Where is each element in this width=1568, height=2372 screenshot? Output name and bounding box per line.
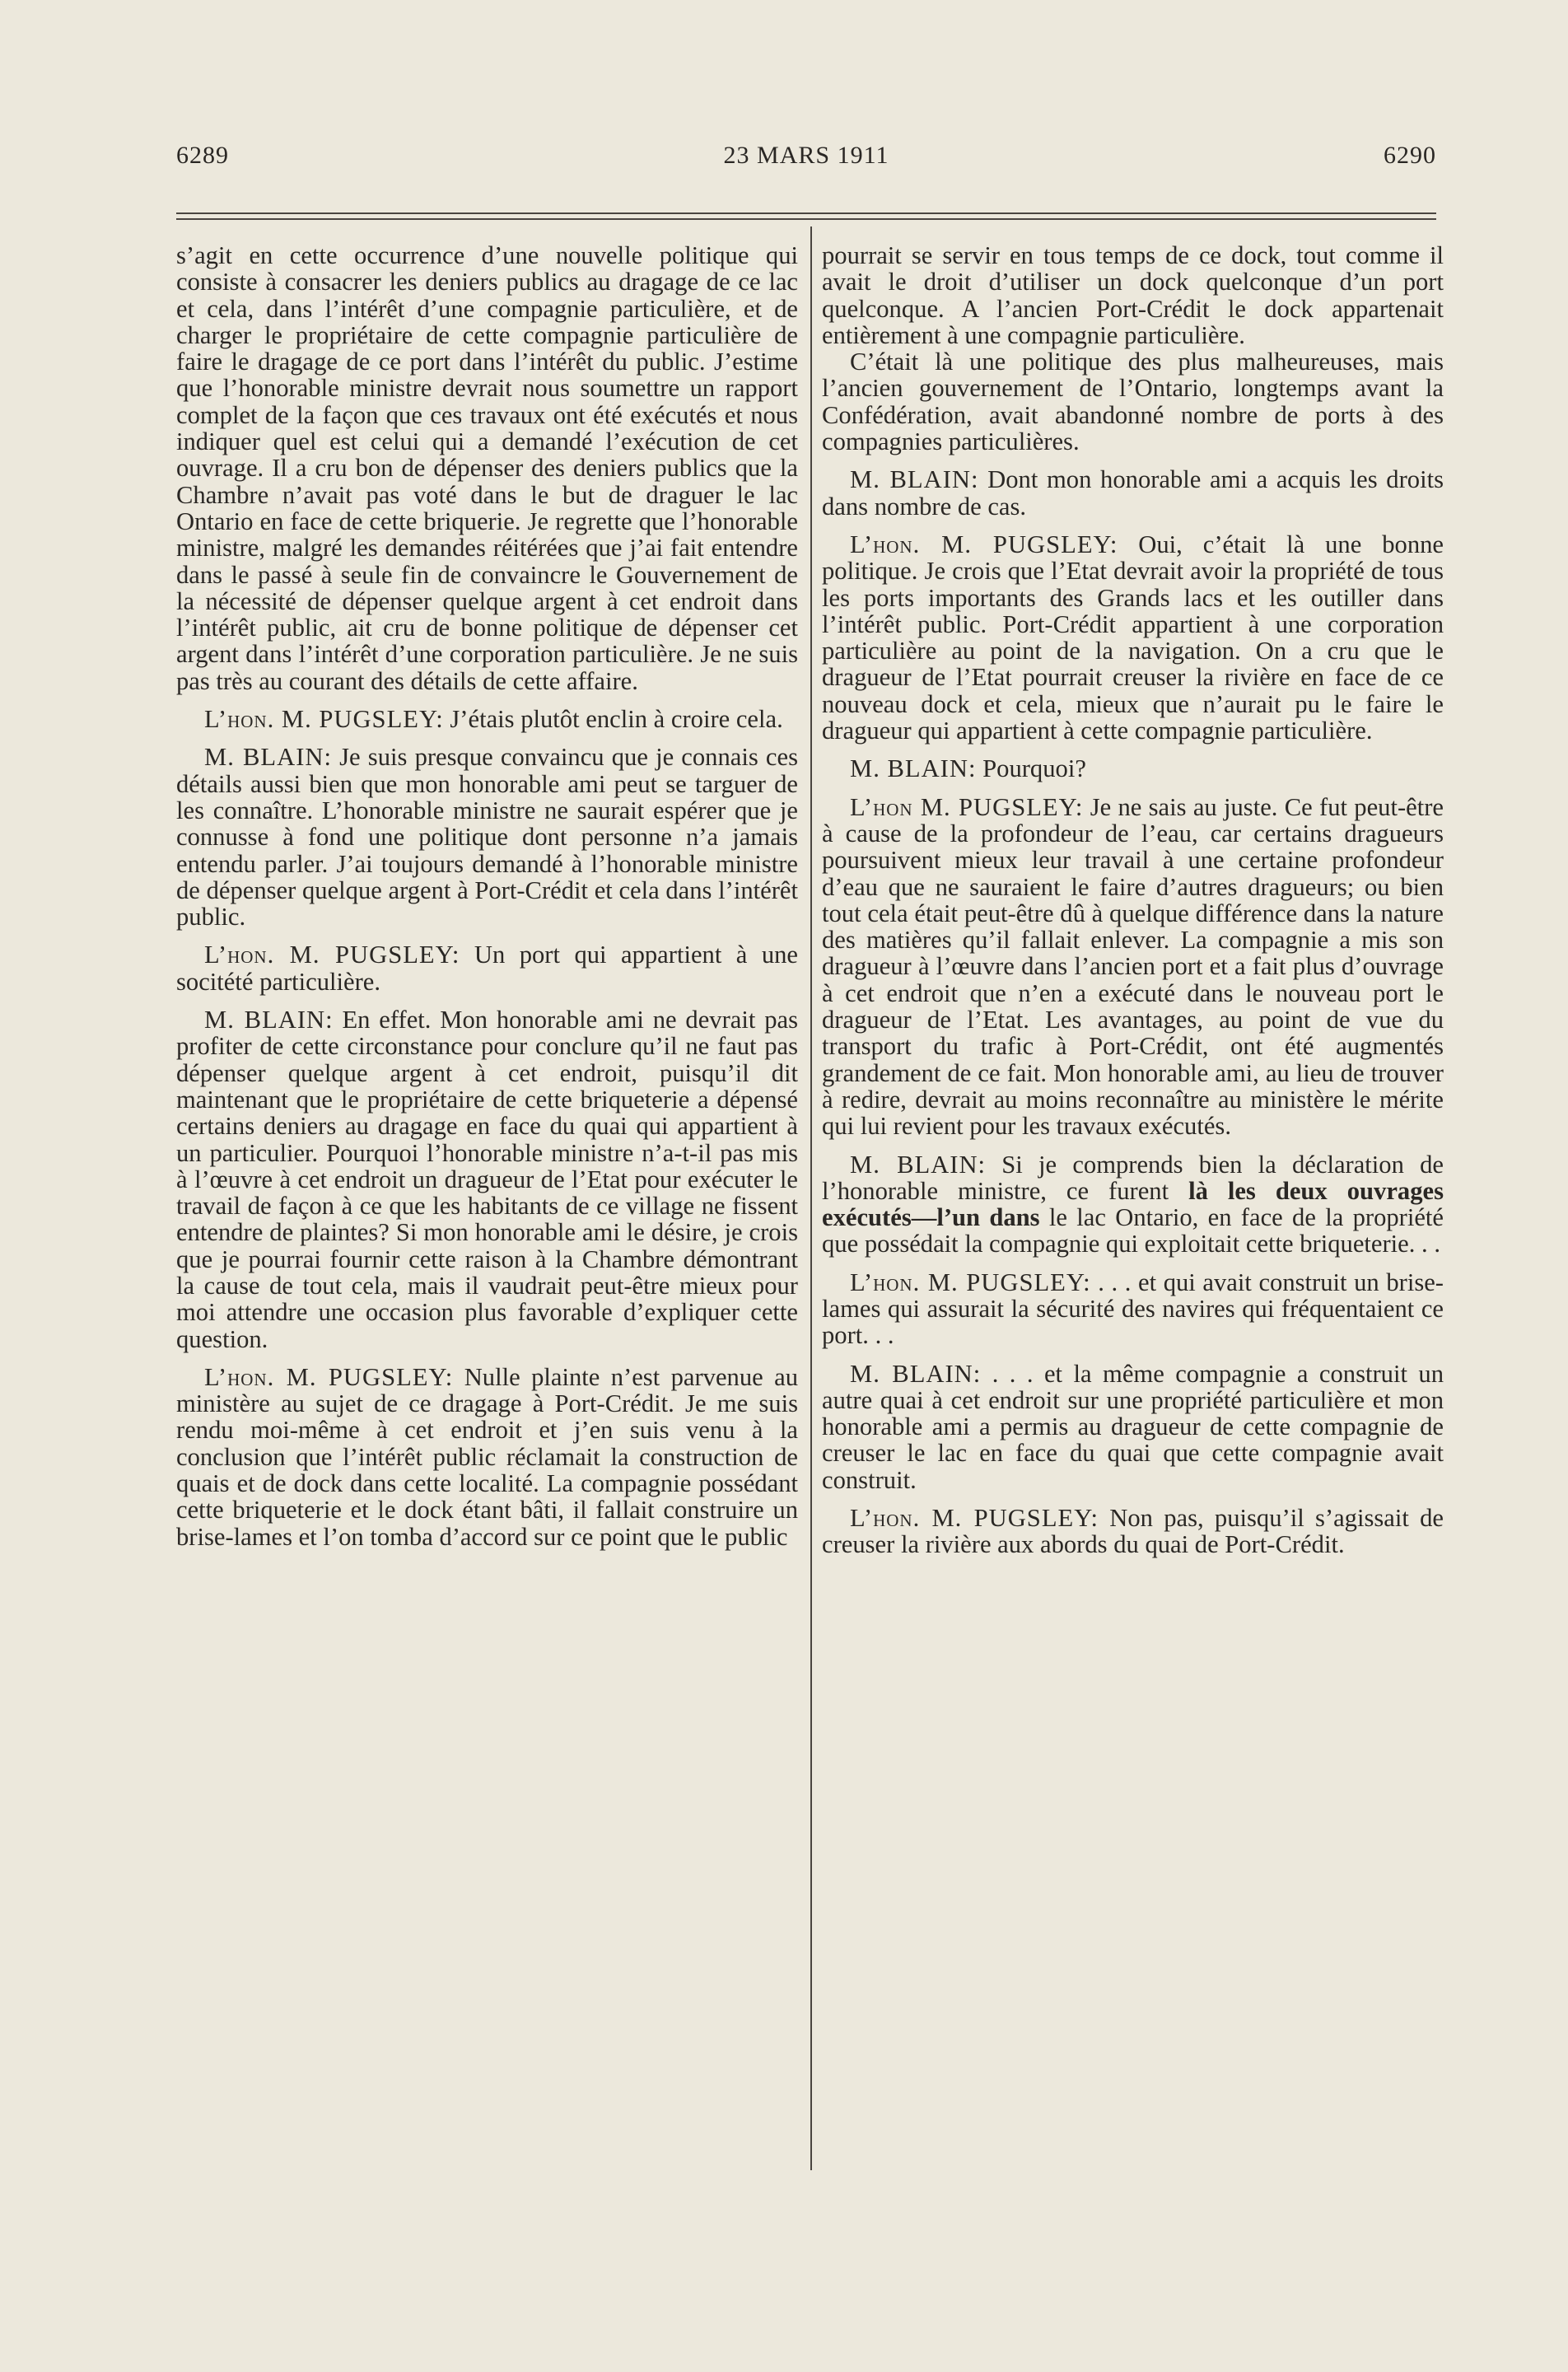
- speaker-name: M. BLAIN:: [850, 465, 979, 494]
- paragraph-text: Pourquoi?: [982, 754, 1086, 783]
- paragraph-text: . . . et la même compagnie a construit un autre quai à cet endroit sur une propriété particulière et mon honorable ami a permis au dragueur de cette compagnie de creuser le lac en face du quai que cette compagnie avait construit.: [822, 1359, 1444, 1494]
- paragraph: [822, 755, 1444, 782]
- paragraph-text: Non pas, puisqu’il s’agissait de creuser la rivière aux abords du quai de Port-Crédit.: [822, 1504, 1444, 1559]
- paragraph-text: Si je comprends bien la déclaration de l’honorable ministre, ce furent: [822, 1150, 1444, 1205]
- speaker-name: M. BLAIN:: [850, 754, 977, 783]
- speaker-name: L’hon. M. PUGSLEY:: [850, 1504, 1099, 1533]
- paragraph-text: pourrait se servir en tous temps de ce dock, tout comme il avait le droit d’utiliser un dock quelconque d’un port quelconque. A l’ancien Port-Crédit le dock appartenait entièrement à une compagnie particulière.: [822, 241, 1444, 349]
- header-rule: [176, 212, 1436, 214]
- paragraph: [822, 1505, 1444, 1558]
- paragraph: [176, 1006, 798, 1352]
- paragraph: [822, 1151, 1444, 1258]
- paragraph-text: s’agit en cette occurrence d’une nouvelle politique qui consiste à consacrer les deniers publics au dragage de ce lac et cela, dans l’intérêt d’une compagnie particulière, et de charger le propriétaire de cette compagnie particulière de faire le dragage de ce port dans l’intérêt du public. J’estime que l’honorable ministre devrait nous soumettre un rapport complet de la façon que ces travaux ont été exécutés et nous indiquer quel est celui qui a demandé l’exécution de cet ouvrage. Il a cru bon de dépenser des deniers publics que la Chambre n’avait pas voté dans le but de draguer le lac Ontario en face de cette briquerie. Je regrette que l’honorable ministre, malgré les demandes réitérées que j’ai fait entendre dans le passé à seule fin de convaincre le Gouvernement de la nécessité de dépenser quelque argent à cet endroit dans l’intérêt public, ait cru de bonne politique de dépenser cet argent dans l’intérêt d’une corporation particulière. Je ne suis pas très au courant des détails de cette affaire.: [176, 241, 798, 695]
- paragraph-text: Nulle plainte n’est parvenue au ministère au sujet de ce dragage à Port-Crédit. Je me suis rendu moi-même à cet endroit et j’en suis venu à la conclusion que l’intérêt public réclamait la construction de quais et de dock dans cette localité. La compagnie possédant cette briqueterie et le dock étant bâti, il fallait construire un brise-lames et l’on tomba d’accord sur ce point que le public: [176, 1362, 798, 1551]
- speaker-name: M. BLAIN:: [850, 1359, 982, 1388]
- paragraph-text: J’étais plutôt enclin à croire cela.: [450, 705, 783, 734]
- speaker-name: M. BLAIN:: [204, 1006, 334, 1034]
- paragraph-text: Oui, c’était là une bonne politique. Je crois que l’Etat devrait avoir la propriété de tous les ports importants des Grands lacs et les outiller dans l’intérêt public. Port-Crédit appartient à une corporation particulière au point de la navigation. On a cru que le dragueur de l’Etat pourrait creuser la rivière en face de ce nouveau dock et cela, mieux que n’aurait pu le faire le dragueur qui appartient à cette compagnie particulière.: [822, 530, 1444, 745]
- paragraph-text: . . . et qui avait construit un brise-lames qui assurait la sécurité des navires qui fréquentaient ce port. . .: [822, 1268, 1444, 1350]
- page-number-left: 6289: [176, 142, 229, 169]
- paragraph: [822, 1361, 1444, 1493]
- paragraph: [822, 794, 1444, 1140]
- bold-phrase: là les deux ouvrages exécutés—l’un dans: [822, 1176, 1444, 1232]
- speaker-name: L’hon. M. PUGSLEY:: [850, 530, 1118, 558]
- paragraph: [822, 348, 1444, 455]
- paragraph-text: Je ne sais au juste. Ce fut peut-être à cause de la profondeur de l’eau, car certains dragueurs poursuivent mieux leur travail à une certaine profondeur d’eau que ne sauraient le faire d’autres dragueurs; ou bien tout cela était peut-être dû à quelque différence dans la nature des matières qu’il fallait enlever. La compagnie a mis son dragueur à l’œuvre dans l’ancien port et a fait plus d’ouvrage à cet endroit que n’en a exécuté dans le nouveau port le dragueur de l’Etat. Les avantages, au point de vue du transport du trafic à Port-Crédit, ont été augmentés grandement de ce fait. Mon honorable ami, au lieu de trouver à redire, devrait au moins reconnaître au ministère le mérite qui lui revient pour les travaux exécutés.: [822, 792, 1444, 1141]
- column-divider: [810, 226, 812, 2170]
- header-rule: [176, 218, 1436, 220]
- paragraph: [822, 466, 1444, 520]
- speaker-name: L’hon. M. PUGSLEY:: [204, 1362, 454, 1391]
- right-column: [822, 242, 1444, 1558]
- paragraph-text: le lac Ontario, en face de la propriété que possédait la compagnie qui exploitait cette briqueterie. . .: [822, 1203, 1444, 1258]
- paragraph-text: Je suis presque convaincu que je connais ces détails aussi bien que mon honorable ami peut se targuer de les connaître. L’honorable ministre ne saurait espérer que je connusse à fond une politique dont personne n’a jamais entendu parler. J’ai toujours demandé à l’honorable ministre de dépenser quelque argent à Port-Crédit et cela dans l’intérêt public.: [176, 743, 798, 932]
- paragraph-text: En effet. Mon honorable ami ne devrait pas profiter de cette circonstance pour conclure qu’il ne faut pas dépenser quelque argent à cet endroit, puisqu’il dit maintenant que le propriétaire de cette briqueterie a dépensé certains deniers au dragage en face du quai qui appartient à un particulier. Pourquoi l’honorable ministre n’a-t-il pas mis à l’œuvre à cet endroit un dragueur de l’Etat pour exécuter le travail de façon à ce que les habitants de ce village ne fissent entendre de plaintes? Si mon honorable ami le désire, je crois que je pourrai fournir cette raison à la Chambre démontrant la cause de tout cela, mais il vaudrait peut-être mieux pour moi attendre une occasion plus favorable d’expliquer cette question.: [176, 1006, 798, 1353]
- speaker-name: L’hon. M. PUGSLEY:: [204, 941, 460, 969]
- paragraph: [176, 1364, 798, 1550]
- paragraph: [176, 706, 798, 732]
- paragraph: [176, 242, 798, 694]
- paragraph: [822, 1269, 1444, 1349]
- speaker-name: M. BLAIN:: [850, 1150, 987, 1179]
- paragraph-text: Dont mon honorable ami a acquis les droits dans nombre de cas.: [822, 465, 1444, 521]
- speaker-name: L’hon M. PUGSLEY:: [850, 792, 1084, 821]
- page-header: [176, 142, 1436, 183]
- paragraph: [822, 242, 1444, 348]
- paragraph: [822, 531, 1444, 744]
- paragraph: [176, 941, 798, 995]
- page-number-right: 6290: [1384, 142, 1436, 169]
- left-column: [176, 242, 798, 1550]
- running-title: 23 MARS 1911: [723, 142, 889, 169]
- paragraph-text: Un port qui appartient à une socitété particulière.: [176, 941, 798, 996]
- speaker-name: L’hon. M. PUGSLEY:: [204, 705, 444, 734]
- paragraph: [176, 744, 798, 930]
- speaker-name: M. BLAIN:: [204, 743, 332, 772]
- speaker-name: L’hon. M. PUGSLEY:: [850, 1268, 1091, 1296]
- paragraph-text: C’était là une politique des plus malheureuses, mais l’ancien gouvernement de l’Ontario, longtemps avant la Confédération, avait abandonné nombre de ports à des compagnies particulières.: [822, 348, 1444, 456]
